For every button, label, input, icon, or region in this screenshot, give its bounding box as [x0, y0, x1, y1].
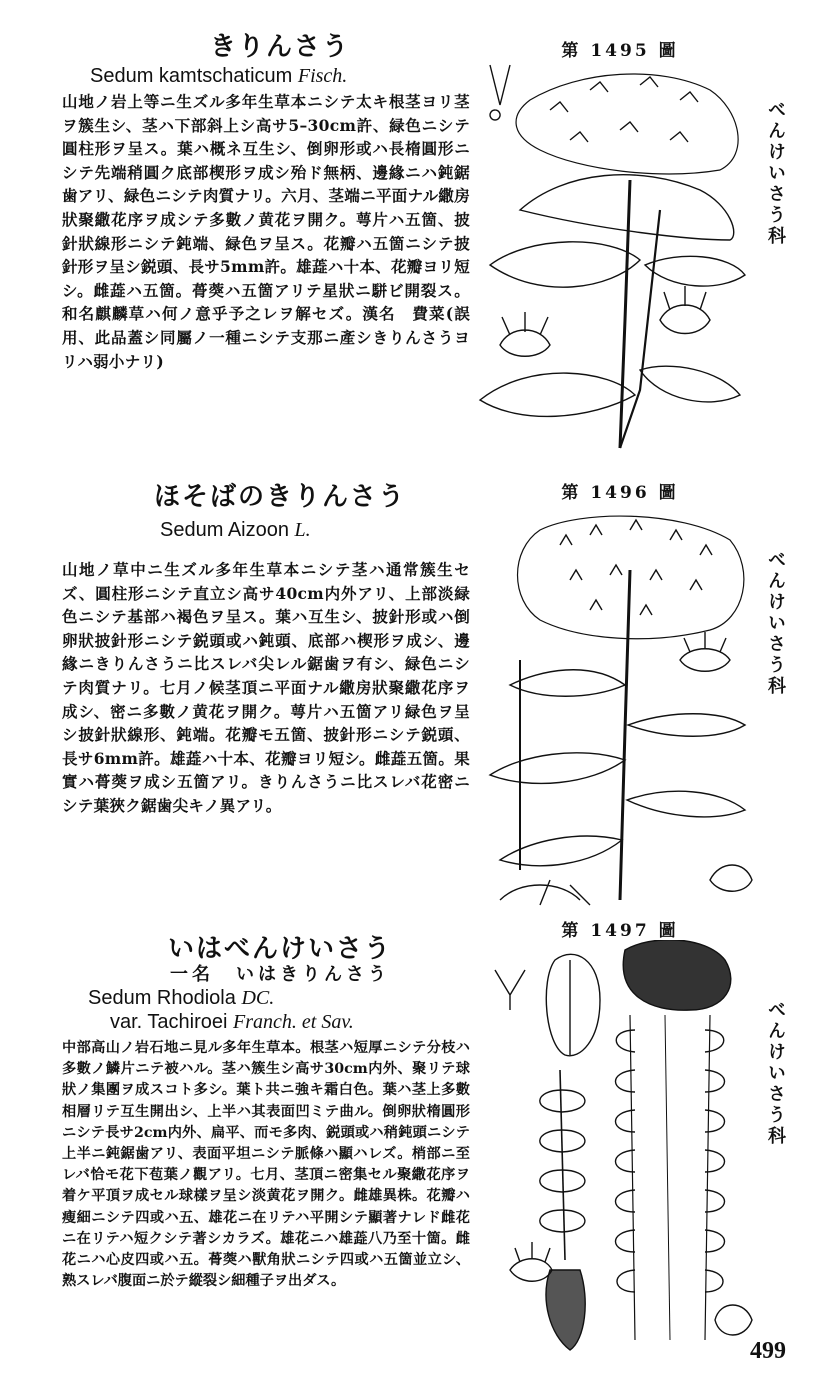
plant-illustration	[470, 60, 750, 460]
author-name: DC.	[241, 987, 275, 1009]
description-text: 山地ノ草中ニ生ズル多年生草本ニシテ茎ハ通常簇生セズ、圓柱形ニシテ直立シ高サ40cm内外アリ、上部淡緑色ニシテ基部ハ褐色ヲ呈ス。葉ハ互生シ、披針形或ハ倒卵狀披針形ニシテ鋭頭或ハ鈍頭、底部ハ楔形ヲ成シ、邊緣ニきりんさうニ比スレバ尖レル鋸歯ヲ有シ、緑色ニシテ肉質ナリ。七月ノ候茎頂ニ平面ナル繖房狀聚繖花序ヲ成シ、密ニ多數ノ黄花ヲ開ク。萼片ハ五箇アリ緑色ヲ呈シ披針狀線形、鈍端。花瓣モ五箇、披針形ニシテ鋭頭、長サ6mm許。雄蕋ハ十本、花瓣ヨリ短シ。雌蕋五箇。果實ハ蓇葖ヲ成シ五箇アリ。きりんさうニ比スレバ花密ニシテ葉狹ク鋸歯尖キノ異アリ。	[62, 560, 470, 815]
entry-1495	[0, 0, 840, 470]
page-number: 499	[750, 1338, 786, 1364]
scientific-name	[88, 986, 274, 1010]
alternate-name: 一名 いはきりんさう	[170, 964, 390, 985]
entry-1496	[0, 470, 840, 910]
variety-name	[110, 1010, 354, 1034]
description-text: 山地ノ岩上等ニ生ズル多年生草本ニシテ太キ根茎ヨリ茎ヲ簇生シ、茎ハ下部斜上シ高サ5–30cm許、緑色ニシテ圓柱形ヲ呈ス。葉ハ概ネ互生シ、倒卵形或ハ長楕圓形ニシテ先端稍圓ク底部楔形ヲ成シ殆ド無柄、邊緣ニハ鈍鋸歯アリ、緑色ニシテ肉質ナリ。六月、茎端ニ平面ナル繖房狀聚繖花序ヲ成シテ多數ノ黄花ヲ開ク。萼片ハ五箇、披針狀線形ニシテ鈍端、緑色ヲ呈ス。花瓣ハ五箇ニシテ披針形ヲ呈シ鋭頭、長サ5mm許。雄蕋ハ十本、花瓣ヨリ短シ。雌蕋ハ五箇。蓇葖ハ五箇アリテ星狀ニ駢ビ開裂ス。和名麒麟草ハ何ノ意乎予之レヲ解セズ。漢名 費菜(誤用、此品蓋シ同屬ノ一種ニシテ支那ニ產シきりんさうヨリハ弱小ナリ)	[62, 92, 470, 371]
figure-number: 第 1497 圖	[561, 921, 679, 941]
family-label: べんけいさう科	[765, 550, 786, 697]
latin-name: Sedum Rhodiola	[88, 987, 236, 1009]
entry-1497	[0, 910, 840, 1400]
variety-label: var. Tachiroei	[110, 1011, 228, 1033]
family-label: べんけいさう科	[765, 1000, 786, 1147]
description-text: 中部高山ノ岩石地ニ見ル多年生草本。根茎ハ短厚ニシテ分枝ハ多數ノ鱗片ニテ被ハル。茎ハ簇生シ高サ30cm内外、聚リテ球狀ノ集團ヲ成スコト多シ。葉ト共ニ強キ霜白色。葉ハ茎上多數相層リテ互生開出シ、上半ハ其表面凹ミテ曲ル。倒卵狀楕圓形ニシテ長サ2cm内外、扁平、而モ多肉、鋭頭或ハ稍鈍頭ニシテ上半ニ鈍鋸歯アリ、表面平坦ニシテ脈條ハ顯ハレズ。梢部ニ至レバ恰モ花下苞葉ノ觀アリ。七月、茎頂ニ密集セル聚繖花序ヲ着ケ平頂ヲ成セル球樣ヲ呈シ淡黄花ヲ開ク。雌雄異株。花瓣ハ瘦細ニシテ四或ハ五、雄花ニ在リテハ平開シテ顯著ナレド雌花ニ在リテハ短クシテ著シカラズ。雄花ニハ雄蕋八乃至十箇。雌花ニハ心皮四或ハ五。蓇葖ハ獸角狀ニシテ四或ハ五箇並立シ、熟スレバ腹面ニ於テ縱裂シ細種子ヲ出ダス。	[62, 1040, 470, 1290]
latin-name: Sedum Aizoon	[160, 519, 289, 541]
family-label: べんけいさう科	[765, 100, 786, 247]
entry-title: きりんさう	[209, 32, 350, 62]
entry-title: いはべんけいさう	[167, 934, 392, 964]
variety-author: Franch. et Sav.	[233, 1011, 354, 1033]
author-name: L.	[294, 519, 311, 541]
scientific-name	[160, 518, 311, 542]
figure-number: 第 1496 圖	[561, 483, 679, 503]
author-name: Fisch.	[297, 65, 348, 87]
scientific-name	[90, 64, 347, 88]
plant-illustration	[490, 940, 760, 1360]
latin-name: Sedum kamtschaticum	[90, 65, 293, 87]
figure-number: 第 1495 圖	[561, 41, 679, 61]
plant-illustration	[480, 510, 760, 910]
entry-title: ほそばのきりんさう	[153, 482, 406, 512]
